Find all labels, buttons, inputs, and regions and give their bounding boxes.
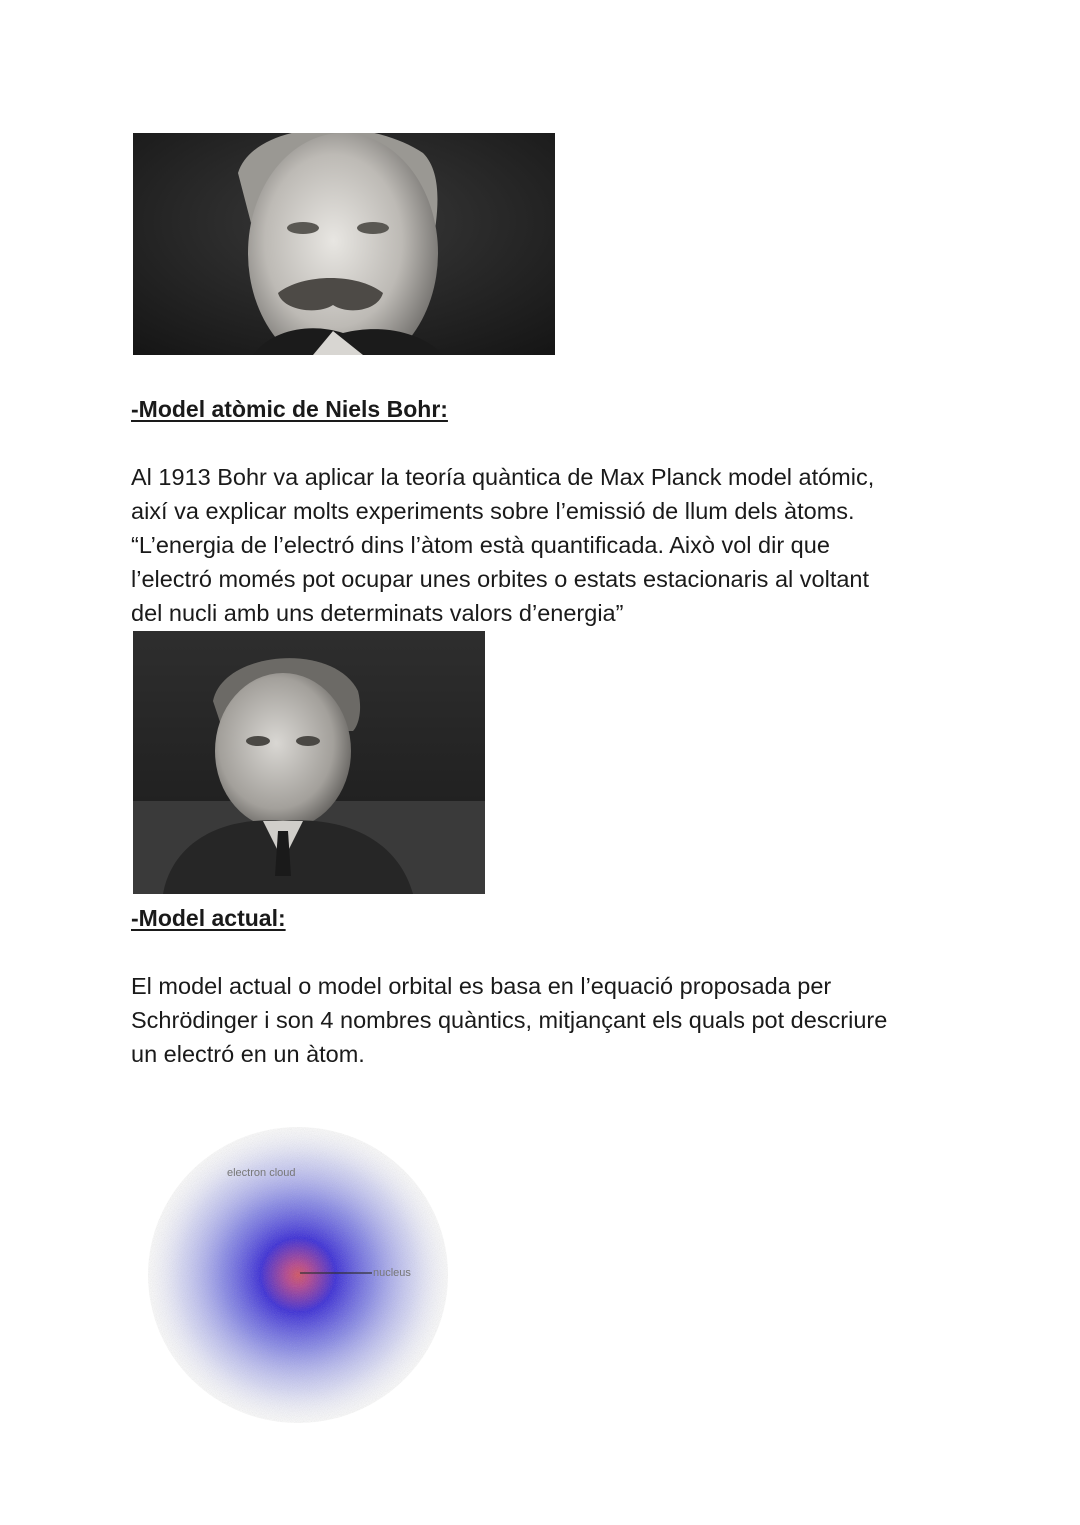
- paragraph-line: El model actual o model orbital es basa en l’equació proposada per: [131, 973, 832, 999]
- portrait-photo-rutherford: [133, 133, 555, 355]
- paragraph-line: del nucli amb uns determinats valors d’energia”: [131, 600, 624, 626]
- paragraph-line: l’electró momés pot ocupar unes orbites o estats estacionaris al voltant: [131, 566, 870, 592]
- electron-cloud-diagram: [140, 1125, 470, 1430]
- paragraph-line: “L’energia de l’electró dins l’àtom està quantificada. Això vol dir que: [131, 532, 830, 558]
- paragraph-bohr: [131, 460, 874, 630]
- paragraph-actual: [131, 969, 887, 1071]
- section-heading-bohr: -Model atòmic de Niels Bohr:: [131, 396, 448, 422]
- portrait-photo-bohr: [133, 631, 485, 894]
- paragraph-line: un electró en un àtom.: [131, 1041, 365, 1067]
- electron-cloud-label: electron cloud: [227, 1167, 296, 1179]
- nucleus-label: nucleus: [373, 1267, 411, 1279]
- section-heading-actual: -Model actual:: [131, 905, 286, 931]
- electron-cloud-graphic: [140, 1125, 470, 1430]
- paragraph-line: així va explicar molts experiments sobre l’emissió de llum dels àtoms.: [131, 498, 855, 524]
- paragraph-line: Al 1913 Bohr va aplicar la teoría quàntica de Max Planck model atómic,: [131, 464, 875, 490]
- paragraph-line: Schrödinger i son 4 nombres quàntics, mitjançant els quals pot descriure: [131, 1007, 888, 1033]
